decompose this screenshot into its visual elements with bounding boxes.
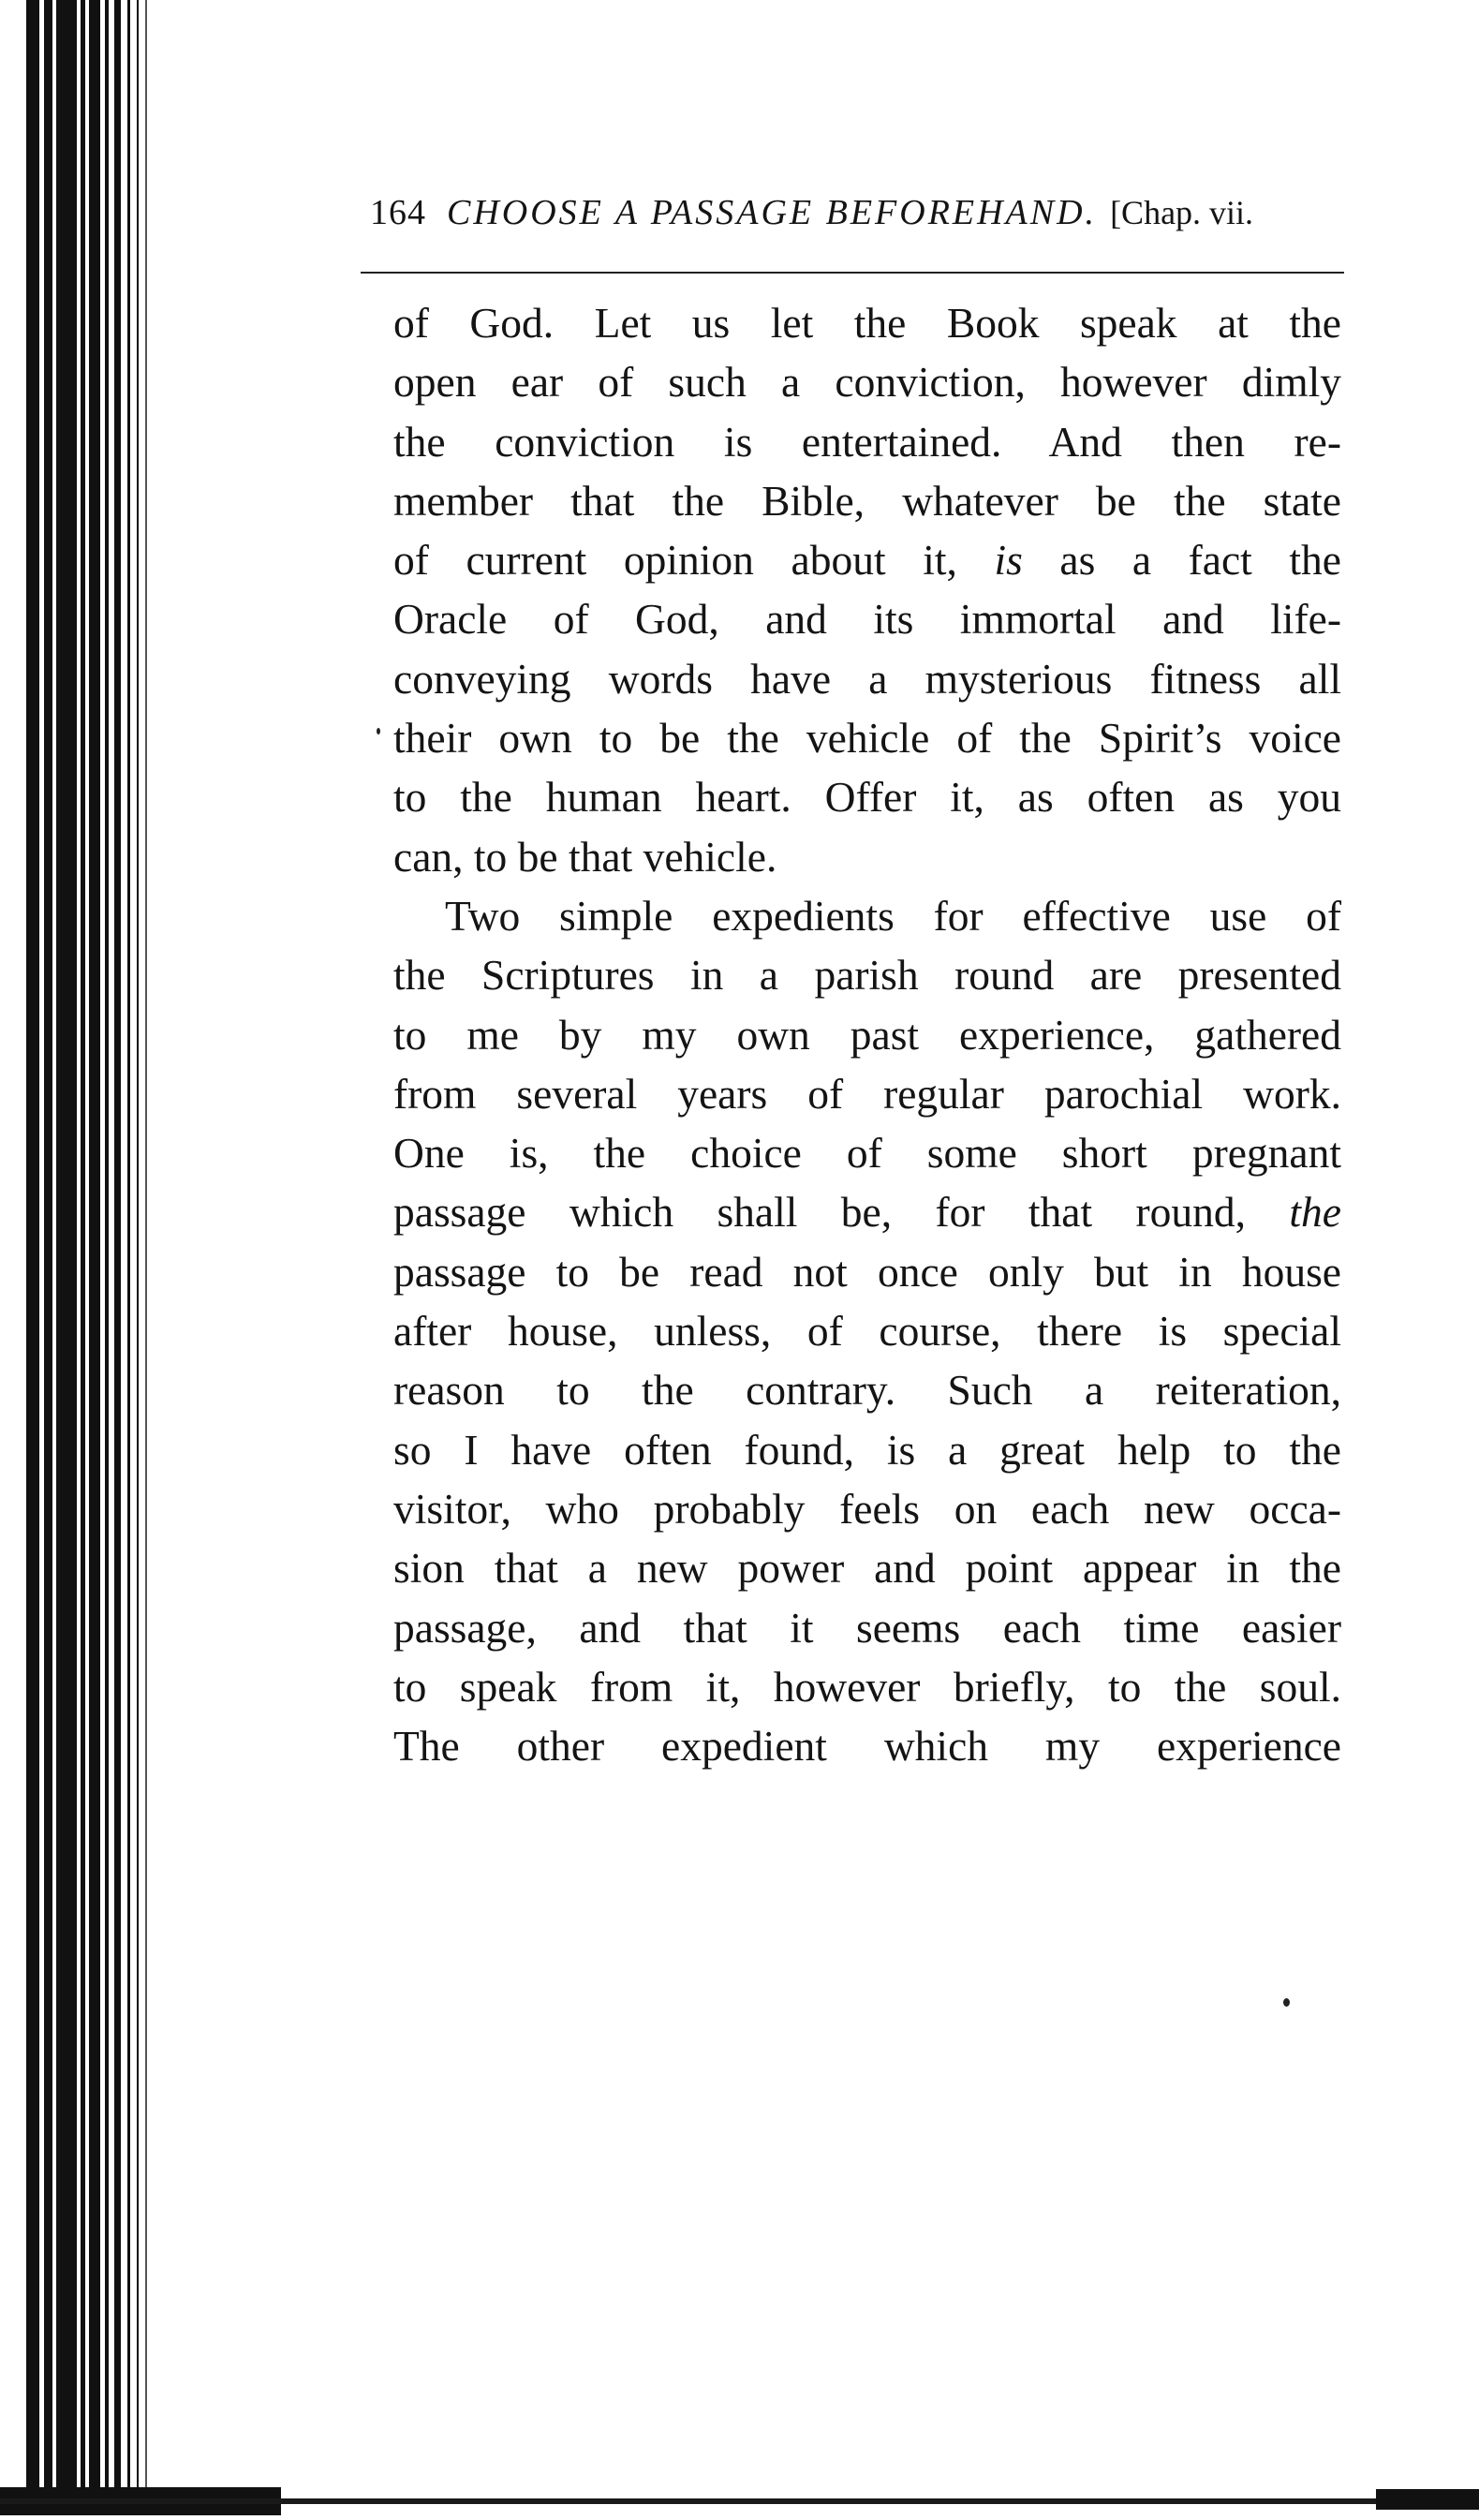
text-line: open ear of such a conviction, however dimly bbox=[393, 358, 1341, 407]
text-line: passage, and that it seems each time easier bbox=[393, 1603, 1341, 1652]
running-title: CHOOSE A PASSAGE BEFOREHAND. bbox=[447, 193, 1098, 232]
text-line: member that the Bible, whatever be the state bbox=[393, 476, 1341, 525]
paragraph-2 bbox=[393, 886, 1341, 1775]
text-line: can, to be that vehicle. bbox=[393, 832, 777, 881]
italic-emphasis: is bbox=[994, 536, 1023, 585]
text-line: conveying words have a mysterious fitness all bbox=[393, 654, 1341, 703]
text-line: after house, unless, of course, there is special bbox=[393, 1307, 1341, 1356]
text-line: the conviction is entertained. And then re- bbox=[393, 417, 1341, 466]
text-line: The other expedient which my experience bbox=[393, 1722, 1341, 1771]
ink-speck bbox=[1283, 1998, 1290, 2007]
text-line: sion that a new power and point appear in the bbox=[393, 1544, 1341, 1593]
italic-emphasis: the bbox=[1289, 1188, 1341, 1237]
text-line bbox=[393, 530, 1341, 589]
paragraph-1 bbox=[393, 293, 1341, 886]
text-line: from several years of regular parochial work. bbox=[393, 1069, 1341, 1118]
text-line: to the human heart. Offer it, as often as you bbox=[393, 773, 1341, 822]
page-body bbox=[393, 293, 1341, 1775]
text-segment: as a fact the bbox=[1022, 536, 1341, 585]
book-gutter bbox=[0, 0, 164, 2520]
text-line: One is, the choice of some short pregnant bbox=[393, 1129, 1341, 1178]
running-header bbox=[370, 192, 1344, 233]
ink-speck bbox=[377, 728, 380, 734]
text-line: reason to the contrary. Such a reiteration, bbox=[393, 1366, 1341, 1415]
text-line: Two simple expedients for effective use of bbox=[445, 891, 1341, 940]
page-number: 164 bbox=[370, 193, 426, 232]
page-bottom-edge bbox=[0, 2487, 1479, 2515]
text-line: so I have often found, is a great help to the bbox=[393, 1425, 1341, 1474]
text-line: of God. Let us let the Book speak at the bbox=[393, 299, 1341, 347]
text-line: Oracle of God, and its immortal and life- bbox=[393, 595, 1341, 644]
text-line: passage to be read not once only but in house bbox=[393, 1247, 1341, 1296]
header-rule bbox=[361, 272, 1344, 274]
text-line: visitor, who probably feels on each new occa- bbox=[393, 1484, 1341, 1533]
text-line: to speak from it, however briefly, to the soul. bbox=[393, 1662, 1341, 1711]
text-line bbox=[393, 1182, 1341, 1241]
text-line: the Scriptures in a parish round are presented bbox=[393, 951, 1341, 1000]
text-segment: passage which shall be, for that round, bbox=[393, 1188, 1290, 1237]
text-line: their own to be the vehicle of the Spirit’s voice bbox=[393, 714, 1341, 763]
text-segment: of current opinion about it, bbox=[393, 536, 995, 585]
text-line: to me by my own past experience, gathered bbox=[393, 1010, 1341, 1059]
chapter-reference: [Chap. vii. bbox=[1110, 194, 1254, 231]
